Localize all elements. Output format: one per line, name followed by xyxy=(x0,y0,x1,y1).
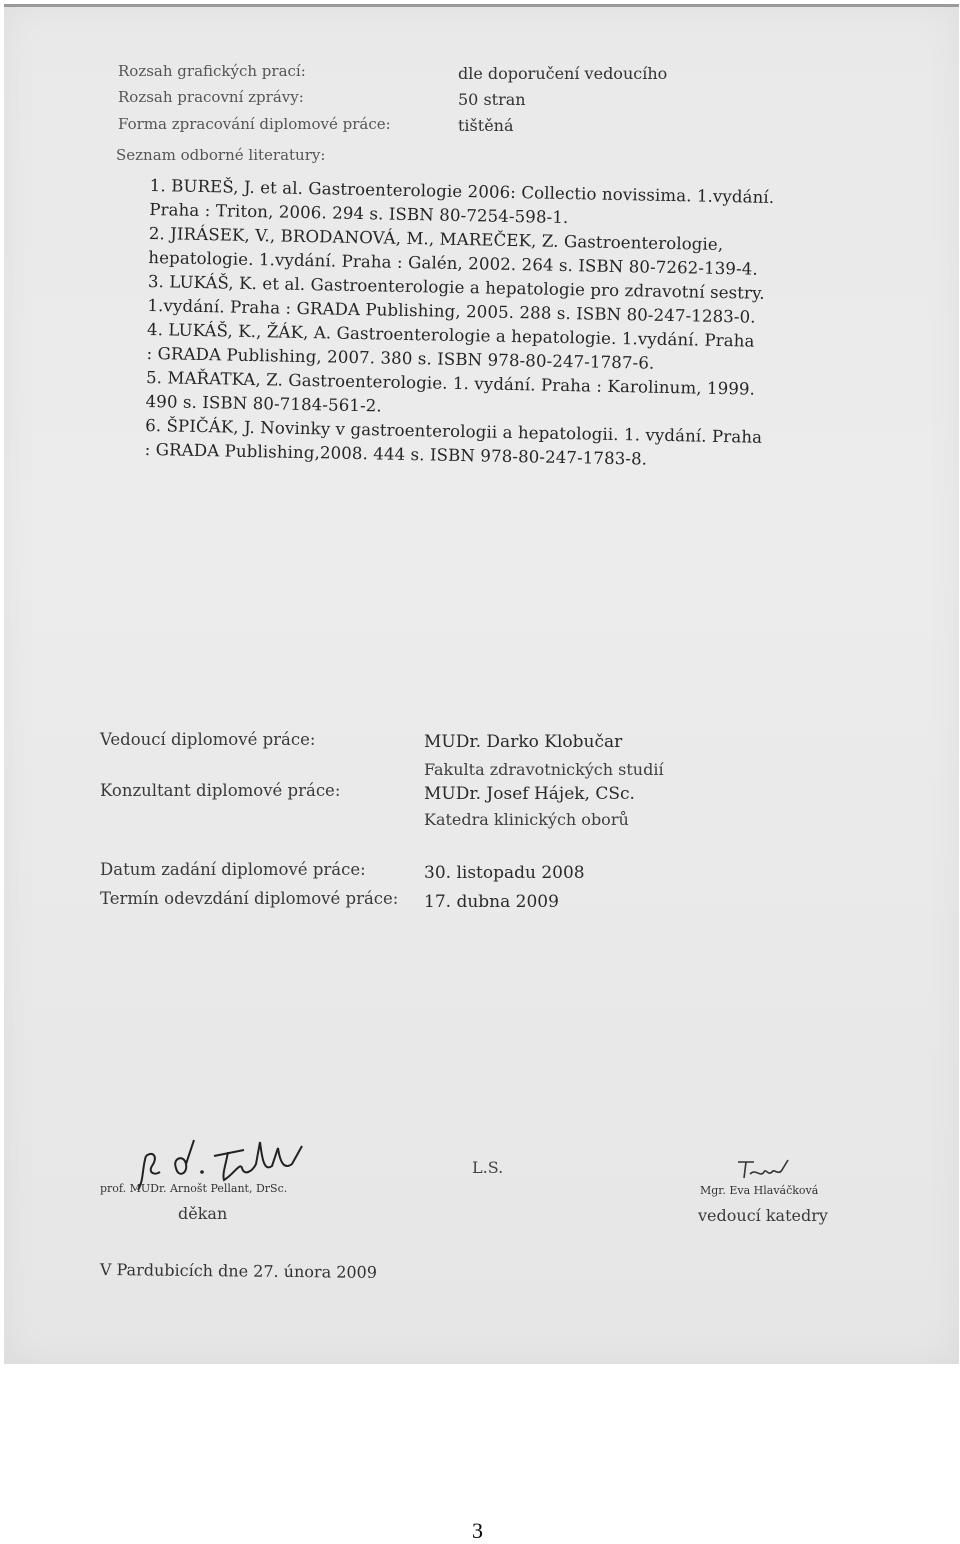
scanned-document-photo xyxy=(4,4,959,1364)
supervisor-name: MUDr. Darko Klobučar xyxy=(424,732,623,752)
literature-line: Praha : Triton, 2006. 294 s. ISBN 80-7254-598-1. xyxy=(149,199,569,228)
supervisor-label: Vedoucí diplomové práce: xyxy=(100,730,316,749)
literature-heading: Seznam odborné literatury: xyxy=(116,146,326,164)
literature-line: hepatologie. 1.vydání. Praha : Galén, 2002. 264 s. ISBN 80-7262-139-4. xyxy=(148,247,758,279)
dean-name: prof. MUDr. Arnošt Pellant, DrSc. xyxy=(100,1182,288,1195)
literature-line: 5. MAŘATKA, Z. Gastroenterologie. 1. vydání. Praha : Karolinum, 1999. xyxy=(145,367,756,399)
consultant-label: Konzultant diplomové práce: xyxy=(100,781,341,800)
meta-label-graphics: Rozsah grafických prací: xyxy=(118,62,306,80)
meta-value-graphics: dle doporučení vedoucího xyxy=(458,64,668,83)
literature-line: 2. JIRÁSEK, V., BRODANOVÁ, M., MAREČEK, Z. Gastroenterologie, xyxy=(148,223,724,255)
deadline-label: Termín odevzdání diplomové práce: xyxy=(100,889,399,908)
assigned-date: 30. listopadu 2008 xyxy=(424,863,585,883)
paper-edge xyxy=(4,4,959,7)
head-role: vedoucí katedry xyxy=(698,1206,828,1225)
supervisor-department: Fakulta zdravotnických studií xyxy=(424,760,664,779)
deadline-date: 17. dubna 2009 xyxy=(424,892,559,912)
literature-list xyxy=(144,174,869,476)
literature-line: 1.vydání. Praha : GRADA Publishing, 2005. 288 s. ISBN 80-247-1283-0. xyxy=(147,295,756,327)
literature-line: 3. LUKÁŠ, K. et al. Gastroenterologie a hepatologie pro zdravotní sestry. xyxy=(147,271,765,303)
meta-value-form: tištěná xyxy=(458,116,514,135)
literature-line: : GRADA Publishing, 2007. 380 s. ISBN 978-80-247-1787-6. xyxy=(146,343,655,373)
consultant-name: MUDr. Josef Hájek, CSc. xyxy=(424,784,635,804)
page-number: 3 xyxy=(472,1518,483,1543)
assigned-date-label: Datum zadání diplomové práce: xyxy=(100,860,366,879)
head-name: Mgr. Eva Hlaváčková xyxy=(700,1184,819,1197)
meta-value-report: 50 stran xyxy=(458,90,526,109)
head-signature-scribble xyxy=(734,1156,794,1184)
consultant-department: Katedra klinických oborů xyxy=(424,810,629,829)
meta-label-report: Rozsah pracovní zprávy: xyxy=(118,88,304,106)
literature-line: 490 s. ISBN 80-7184-561-2. xyxy=(145,391,382,416)
literature-line: 4. LUKÁŠ, K., ŽÁK, A. Gastroenterologie a hepatologie. 1.vydání. Praha xyxy=(146,319,755,351)
stamp-placeholder: L.S. xyxy=(472,1158,504,1177)
place-and-date: V Pardubicích dne 27. února 2009 xyxy=(99,1260,378,1282)
literature-line: 6. ŠPIČÁK, J. Novinky v gastroenterologii a hepatologii. 1. vydání. Praha xyxy=(144,415,763,447)
meta-label-form: Forma zpracování diplomové práce: xyxy=(118,115,391,133)
literature-line: : GRADA Publishing,2008. 444 s. ISBN 978-80-247-1783-8. xyxy=(144,439,648,469)
dean-role: děkan xyxy=(178,1204,228,1223)
literature-line: 1. BUREŠ, J. et al. Gastroenterologie 2006: Collectio novissima. 1.vydání. xyxy=(149,175,775,207)
